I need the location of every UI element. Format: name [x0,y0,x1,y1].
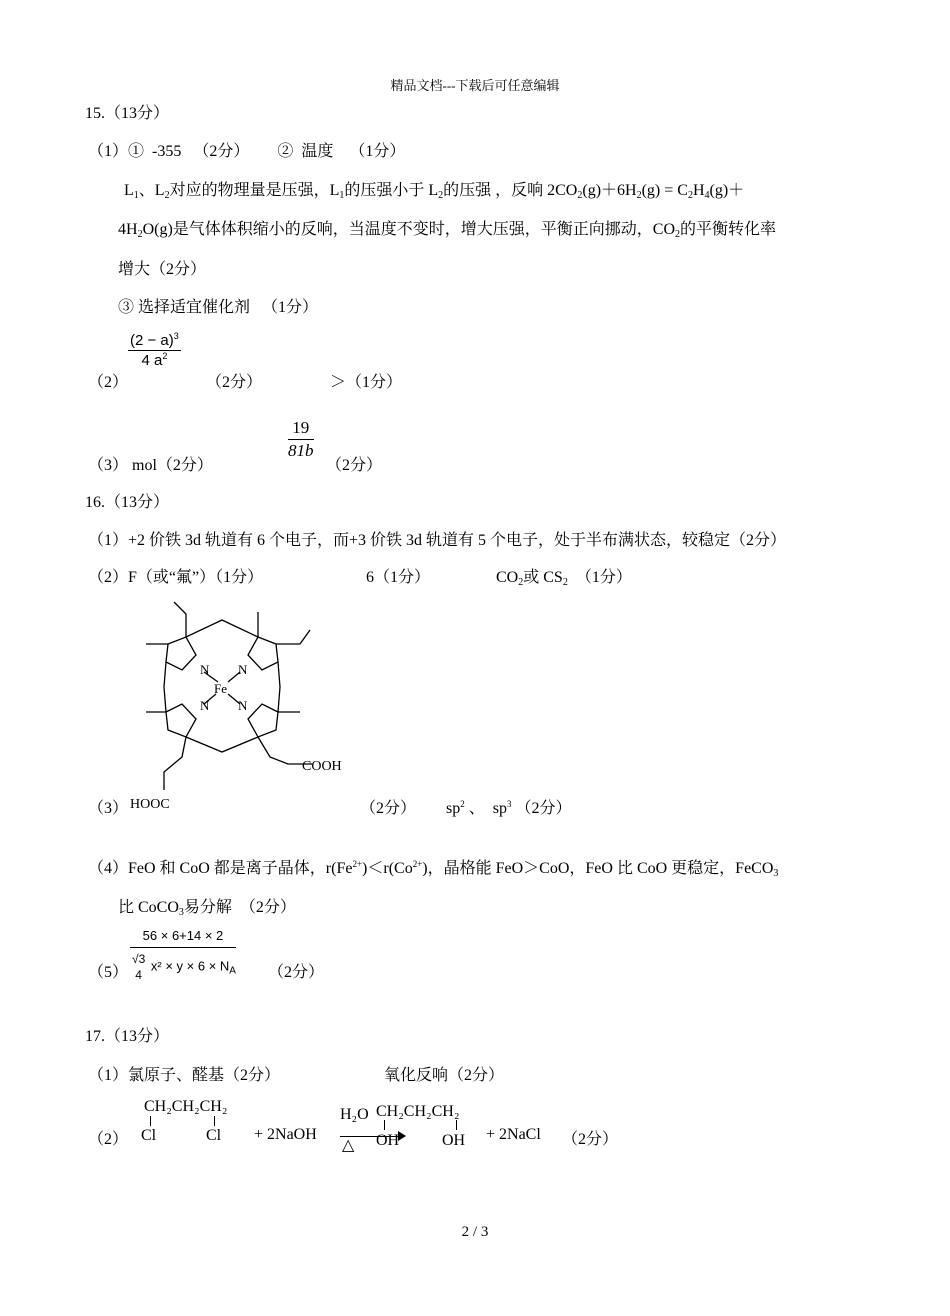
q15-part1-line4: 增大（2分） [118,261,207,278]
subscript: 2 [137,229,143,240]
q15-part3-label: （3） mol（2分） [88,457,213,474]
q15-part2-b: ＞（1分） [330,374,403,391]
q16-part5-fraction [130,928,236,982]
product-oh-1: OH [376,1132,400,1149]
q15-part1-line5: ③ 选择适宜催化剂 （1分） [118,299,319,316]
plus-nacl: + 2NaCl [486,1126,541,1143]
product-oh-2: OH [442,1132,466,1149]
q15-part2-denominator: 4 a [141,352,163,369]
subscript: 2 [577,190,583,201]
subscript: 1 [339,190,345,201]
q17-part1-a: （1）氯原子、醛基（2分） [88,1067,281,1084]
q15-part2-den-exp: 2 [162,351,168,361]
reaction-arrowhead [398,1131,406,1141]
subscript: 1 [133,190,139,201]
q16-part3-score: （2分） [360,800,417,817]
q16-part5-score: （2分） [268,964,325,981]
q15-part2-numerator: (2 − a) [130,332,174,349]
q16-part3-label: （3） [88,800,129,817]
q15-part2-label: （2） [88,374,129,391]
q16-part5-den-sub: A [229,965,236,977]
q15-part2-num-exp: 3 [173,331,179,341]
q17-part2-score: （2分） [562,1131,619,1148]
q17-part1-b: 氧化反响（2分） [384,1067,505,1084]
subscript: 4 [704,190,710,201]
q16-part2-b: 6（1分） [366,569,431,586]
heme-n1: N [200,662,210,677]
heme-n2: N [238,662,248,677]
q16-part1: （1）+2 价铁 3d 轨道有 6 个电子，而+3 价铁 3d 轨道有 5 个电子，处于半布满状态，较稳定（2分） [88,532,787,549]
subscript: 3 [773,868,779,879]
superscript: 2+ [352,859,363,869]
q16-part5-four: 4 [135,968,142,982]
q16-part5-label: （5） [88,964,129,981]
q15-part3-denominator: 81b [288,441,314,460]
subscript: 2 [438,190,444,201]
superscript: 2+ [412,859,423,869]
q17-title: 17.（13分） [85,1028,170,1045]
q16-part2-c: $CO_2$或 $CS_2$ （1分） [496,569,632,588]
heme-bonds [146,602,312,790]
heme-cooh: COOH [302,759,342,774]
product-bond-1 [384,1120,385,1130]
subscript: 2 [675,229,681,240]
condition-top: H₂O [340,1106,369,1123]
q16-part4-line1: （4）FeO 和 CoO 都是离子晶体，$r(Fe^{2+})<r(Co^{2+})$，晶格能 FeO＞CoO，FeO 比 CoO 更稳定，FeCO$_3$ [88,859,779,879]
q15-part1-line3: $4H_2O(g)$是气体体积缩小的反响，当温度不变时，增大压强，平衡正向挪动，$CO_2$的平衡转化率 [118,221,777,240]
superscript: 3 [506,799,512,809]
q15-part1-line2: $L_1$、$L_2$对应的物理量是压强，$L_1$的压强小于 $L_2$的压强 ，反响 $2CO_2(g)+6H_2(g) = C_2H_4(g)+$ [124,182,745,201]
heme-n3: N [200,698,210,713]
subscript: 2 [687,190,693,201]
q15-part3-numerator: 19 [288,418,314,440]
page-header: 精品文档---下载后可任意编辑 [390,78,560,93]
product-bond-2 [456,1120,457,1130]
q15-part2-score: （2分） [206,374,263,391]
subscript: 3 [178,907,184,918]
reactant-cl-1: Cl [141,1127,157,1144]
q15-part1-line1: （1）① -355 （2分） ② 温度 （1分） [88,143,406,160]
subscript: 2 [562,577,568,588]
superscript: 2 [460,799,465,809]
q16-part5-denominator: x² × y × 6 × N [150,958,230,974]
condition-bottom: △ [342,1137,355,1154]
heme-hooc: HOOC [130,797,170,812]
plus-naoh: + 2NaOH [254,1126,317,1143]
q16-part3-hybridization: $sp^2$ 、 $sp^3$ （2分） [446,799,572,817]
subscript: 2 [518,577,524,588]
q16-title: 16.（13分） [85,494,170,511]
subscript: 2 [636,190,642,201]
q16-part2-a: （2）F（或“氟”）（1分） [88,569,264,586]
heme-fe: Fe [214,681,227,696]
q15-part3-fraction [288,418,314,461]
page-number: 2 / 3 [461,1224,489,1240]
subscript: 2 [164,190,170,201]
q16-part5-sqrt3: √3 [132,952,146,966]
reactant-bond-1 [150,1116,151,1126]
product-chain: CH₂CH₂CH₂ [376,1103,460,1120]
reactant-chain: CH₂CH₂CH₂ [144,1098,228,1115]
q16-part5-numerator: 56 × 6+14 × 2 [130,928,236,948]
q16-part4-line2: 比 CoCO$_3$易分解 （2分） [118,899,296,918]
q15-part2-fraction [128,332,181,369]
reactant-bond-2 [214,1116,215,1126]
heme-structure-diagram [128,592,358,812]
q15-title: 15.（13分） [85,105,170,122]
q17-part2-label: （2） [88,1131,129,1148]
reactant-cl-2: Cl [206,1127,222,1144]
q15-part3-score: （2分） [326,457,383,474]
heme-n4: N [238,698,248,713]
